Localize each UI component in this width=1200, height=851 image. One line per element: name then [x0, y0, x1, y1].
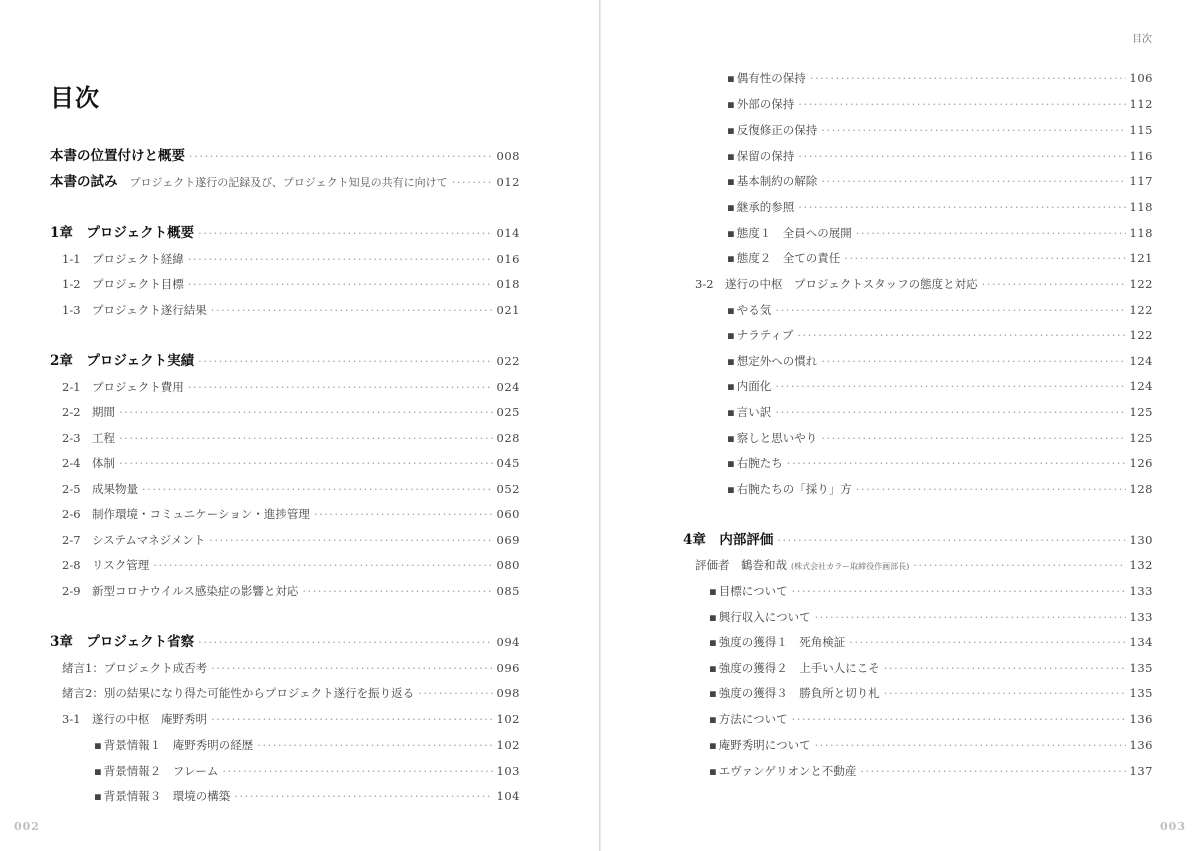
toc-entry-strength-1[interactable]: ▪ 強度の獲得１ 死角検証 ····· 134	[709, 631, 1153, 653]
toc-entry-iteration[interactable]: ▪ 反復修正の保持 ····· 115	[727, 119, 1153, 141]
toc-entry-preface-2[interactable]: 緒言2：別の結果になり得た可能性からプロジェクト遂行を振り返る ····· 098	[62, 682, 520, 704]
bullet-icon: ▪	[727, 303, 735, 317]
toc-entry-inheritance[interactable]: ▪ 継承的参照 ····· 118	[727, 196, 1153, 218]
bullet-icon: ▪	[727, 456, 735, 470]
bullet-icon: ▪	[709, 686, 717, 700]
toc-entry-overview[interactable]: 本書の位置付けと概要 ····· 008	[50, 145, 520, 167]
toc-entry-chapter-1[interactable]: 1章 プロジェクト概要 ····· 014	[50, 222, 520, 244]
bullet-icon: ▪	[727, 174, 735, 188]
bullet-icon: ▪	[709, 610, 717, 624]
bullet-icon: ▪	[709, 738, 717, 752]
right-page	[600, 0, 1200, 851]
running-head: 目次	[1132, 34, 1152, 45]
bullet-icon: ▪	[727, 354, 735, 368]
page-number: 003	[1160, 820, 1186, 833]
toc-entry-contingency[interactable]: ▪ 偶有性の保持 ····· 106	[727, 67, 1153, 89]
toc-entry-chapter-2[interactable]: 2章 プロジェクト実績 ····· 022	[50, 350, 520, 372]
bullet-icon: ▪	[727, 149, 735, 163]
bullet-icon: ▪	[727, 71, 735, 85]
toc-entry-chapter-3[interactable]: 3章 プロジェクト省察 ····· 094	[50, 631, 520, 653]
toc-entry-preface-1[interactable]: 緒言1：プロジェクト成否考 ····· 096	[62, 657, 520, 679]
toc-entry-2-6[interactable]: 2-6 制作環境・コミュニケーション・進捗管理 ····· 060	[62, 503, 520, 525]
toc-entry-goals[interactable]: ▪ 目標について ····· 133	[709, 580, 1153, 602]
toc-entry-motivation[interactable]: ▪ やる気 ····· 122	[727, 299, 1153, 321]
bullet-icon: ▪	[94, 738, 102, 752]
bullet-icon: ▪	[727, 251, 735, 265]
toc-entry-about-anno[interactable]: ▪ 庵野秀明について ····· 136	[709, 734, 1153, 756]
bullet-icon: ▪	[709, 661, 717, 675]
toc-entry-1-1[interactable]: 1-1 プロジェクト経緯 ····· 016	[62, 248, 520, 270]
page-title: 目次	[50, 83, 100, 112]
toc-entry-attitude-1[interactable]: ▪ 態度１ 全員への展開 ····· 118	[727, 222, 1153, 244]
toc-entry-2-3[interactable]: 2-3 工程 ····· 028	[62, 427, 520, 449]
toc-entry-attempt[interactable]: 本書の試み プロジェクト遂行の記録及び、プロジェクト知見の共有に向けて ····· 012	[50, 171, 520, 193]
toc-entry-strength-2[interactable]: ▪ 強度の獲得２ 上手い人にこそ ····· 135	[709, 657, 1153, 679]
toc-entry-right-hands-recruit[interactable]: ▪ 右腕たちの「採り」方 ····· 128	[727, 478, 1153, 500]
toc-entry-real-estate[interactable]: ▪ エヴァンゲリオンと不動産 ····· 137	[709, 760, 1153, 782]
bullet-icon: ▪	[727, 97, 735, 111]
toc-entry-background-3[interactable]: ▪ 背景情報３ 環境の構築 ····· 104	[94, 785, 520, 807]
toc-entry-box-office[interactable]: ▪ 興行収入について ····· 133	[709, 606, 1153, 628]
bullet-icon: ▪	[727, 482, 735, 496]
toc-entry-1-2[interactable]: 1-2 プロジェクト目標 ····· 018	[62, 273, 520, 295]
toc-entry-2-8[interactable]: 2-8 リスク管理 ····· 080	[62, 554, 520, 576]
bullet-icon: ▪	[727, 431, 735, 445]
toc-entry-2-7[interactable]: 2-7 システムマネジメント ····· 069	[62, 529, 520, 551]
toc-entry-2-1[interactable]: 2-1 プロジェクト費用 ····· 024	[62, 376, 520, 398]
toc-entry-constraints[interactable]: ▪ 基本制約の解除 ····· 117	[727, 170, 1153, 192]
toc-entry-consideration[interactable]: ▪ 察しと思いやり ····· 125	[727, 427, 1153, 449]
toc-entry-attitude-2[interactable]: ▪ 態度２ 全ての責任 ····· 121	[727, 247, 1153, 269]
bullet-icon: ▪	[94, 789, 102, 803]
toc-entry-reservation[interactable]: ▪ 保留の保持 ····· 116	[727, 145, 1153, 167]
toc-entry-2-5[interactable]: 2-5 成果物量 ····· 052	[62, 478, 520, 500]
bullet-icon: ▪	[727, 379, 735, 393]
page-number: 002	[14, 820, 40, 833]
bullet-icon: ▪	[709, 712, 717, 726]
toc-entry-2-2[interactable]: 2-2 期間 ····· 025	[62, 401, 520, 423]
bullet-icon: ▪	[727, 226, 735, 240]
bullet-icon: ▪	[727, 123, 735, 137]
toc-entry-methods[interactable]: ▪ 方法について ····· 136	[709, 708, 1153, 730]
bullet-icon: ▪	[709, 764, 717, 778]
bullet-icon: ▪	[727, 200, 735, 214]
toc-entry-3-2[interactable]: 3-2 遂行の中枢 プロジェクトスタッフの態度と対応 ····· 122	[695, 273, 1153, 295]
toc-entry-narrative[interactable]: ▪ ナラティブ ····· 122	[727, 324, 1153, 346]
bullet-icon: ▪	[727, 328, 735, 342]
toc-entry-background-2[interactable]: ▪ 背景情報２ フレーム ····· 103	[94, 760, 520, 782]
toc-entry-evaluator[interactable]: 評価者 鶴巻和哉 (株式会社カラー取締役作画部長) ····· 132	[695, 554, 1153, 576]
toc-entry-external[interactable]: ▪ 外部の保持 ····· 112	[727, 93, 1153, 115]
bullet-icon: ▪	[94, 764, 102, 778]
toc-entry-unexpected[interactable]: ▪ 想定外への慣れ ····· 124	[727, 350, 1153, 372]
bullet-icon: ▪	[709, 635, 717, 649]
toc-entry-right-hands[interactable]: ▪ 右腕たち ····· 126	[727, 452, 1153, 474]
toc-entry-2-9[interactable]: 2-9 新型コロナウイルス感染症の影響と対応 ····· 085	[62, 580, 520, 602]
toc-entry-excuse[interactable]: ▪ 言い訳 ····· 125	[727, 401, 1153, 423]
toc-entry-3-1[interactable]: 3-1 遂行の中枢 庵野秀明 ····· 102	[62, 708, 520, 730]
toc-entry-background-1[interactable]: ▪ 背景情報１ 庵野秀明の経歴 ····· 102	[94, 734, 520, 756]
toc-entry-chapter-4[interactable]: 4章 内部評価 ····· 130	[683, 529, 1153, 551]
toc-entry-internalization[interactable]: ▪ 内面化 ····· 124	[727, 375, 1153, 397]
toc-entry-2-4[interactable]: 2-4 体制 ····· 045	[62, 452, 520, 474]
toc-entry-strength-3[interactable]: ▪ 強度の獲得３ 勝負所と切り札 ····· 135	[709, 682, 1153, 704]
bullet-icon: ▪	[709, 584, 717, 598]
bullet-icon: ▪	[727, 405, 735, 419]
toc-entry-1-3[interactable]: 1-3 プロジェクト遂行結果 ····· 021	[62, 299, 520, 321]
